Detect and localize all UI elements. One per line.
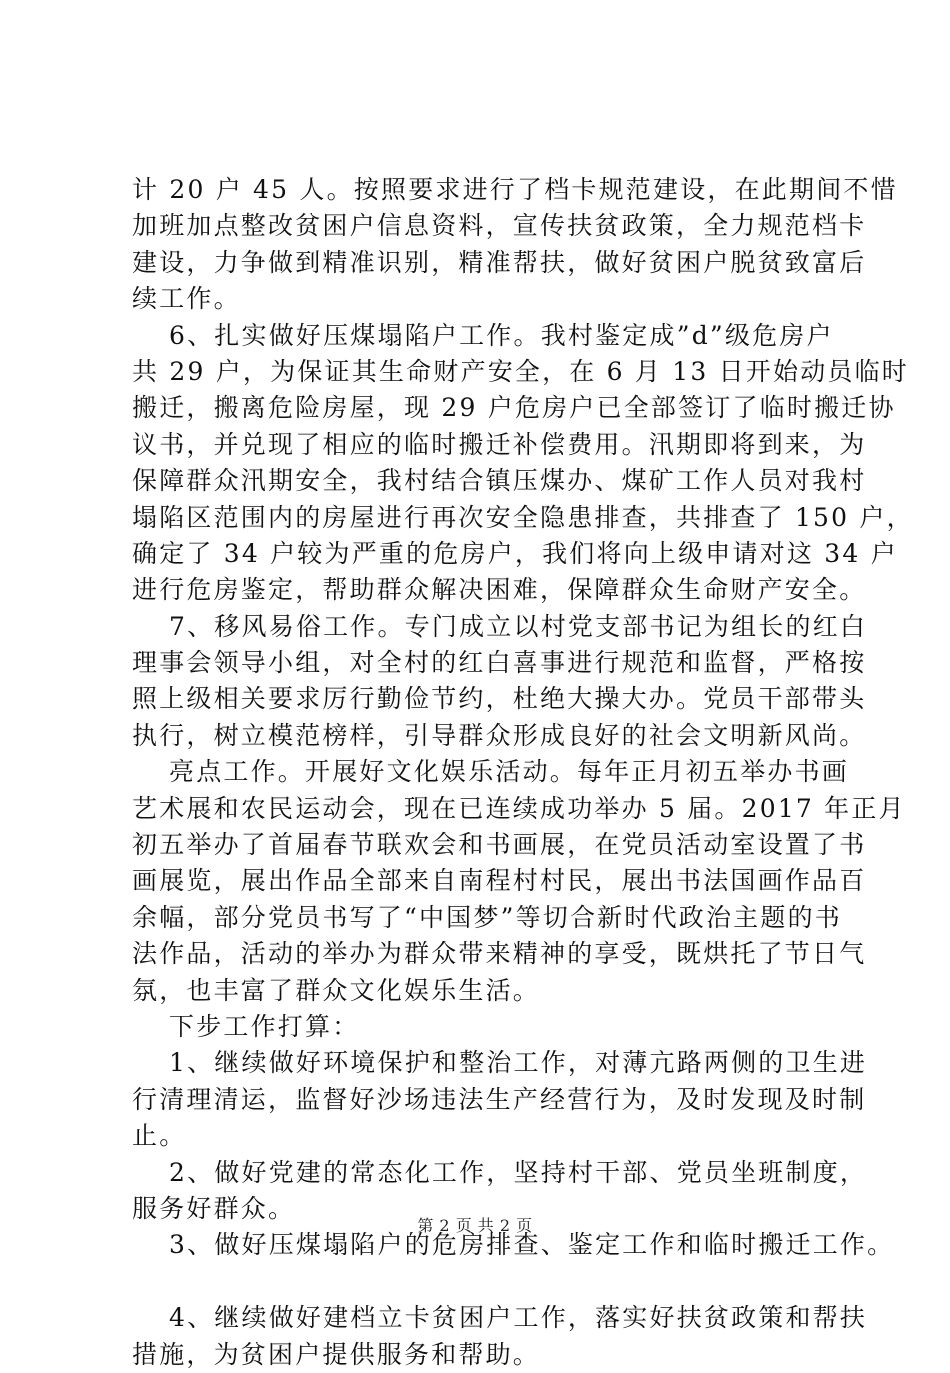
section-heading: 下步工作打算： (169, 1011, 360, 1041)
page-footer: 第 2 页 共 2 页 (417, 1216, 533, 1235)
text-line: 法作品，活动的举办为群众带来精神的享受，既烘托了节日气 (132, 939, 867, 969)
text-line: 计 20 户 45 人。按照要求进行了档卡规范建设，在此期间不惜 (132, 175, 898, 204)
text-line: 搬迁，搬离危险房屋，现 29 户危房户已全部签订了临时搬迁协 (132, 393, 896, 423)
blank-line (132, 1264, 832, 1300)
paragraph-start-line: 亮点工作。开展好文化娱乐活动。每年正月初五举办书画 (169, 757, 850, 787)
text-line: 行清理清运，监督好沙场违法生产经营行为，及时发现及时制 (132, 1084, 867, 1114)
paragraph-start-line: 3、做好压煤塌陷户的危房排查、鉴定工作和临时搬迁工作。 (169, 1230, 895, 1260)
text-line: 加班加点整改贫困户信息资料，宣传扶贫政策，全力规范档卡 (132, 211, 867, 241)
text-line: 照上级相关要求厉行勤俭节约，杜绝大操大办。党员干部带头 (132, 684, 867, 714)
text-line: 执行，树立模范榜样，引导群众形成良好的社会文明新风尚。 (132, 720, 867, 750)
text-line: 建设，力争做到精准识别，精准帮扶，做好贫困户脱贫致富后 (132, 247, 867, 277)
text-line: 议书，并兑现了相应的临时搬迁补偿费用。汛期即将到来，为 (132, 429, 867, 459)
text-line: 保障群众汛期安全，我村结合镇压煤办、煤矿工作人员对我村 (132, 466, 867, 496)
text-line: 理事会领导小组，对全村的红白喜事进行规范和监督，严格按 (132, 648, 867, 678)
paragraph-start-line: 1、继续做好环境保护和整治工作，对薄亢路两侧的卫生进 (169, 1048, 868, 1078)
text-line: 塌陷区范围内的房屋进行再次安全隐患排查，共排查了 150 户， (132, 502, 914, 532)
text-line: 进行危房鉴定，帮助群众解决困难，保障群众生命财产安全。 (132, 575, 867, 605)
text-line: 措施，为贫困户提供服务和帮助。 (132, 1339, 541, 1369)
text-line: 续工作。 (132, 284, 241, 314)
text-line: 画展览，展出作品全部来自南程村村民，展出书法国画作品百 (132, 866, 867, 896)
text-line: 止。 (132, 1121, 187, 1151)
text-line: 服务好群众。 (132, 1193, 296, 1223)
text-line: 氛，也丰富了群众文化娱乐生活。 (132, 975, 541, 1005)
paragraph-start-line: 2、做好党建的常态化工作，坚持村干部、党员坐班制度， (169, 1157, 868, 1187)
document-body (132, 172, 914, 1373)
text-line: 初五举办了首届春节联欢会和书画展，在党员活动室设置了书 (132, 830, 867, 860)
text-line: 余幅，部分党员书写了“中国梦”等切合新时代政治主题的书 (132, 902, 842, 932)
text-line: 艺术展和农民运动会，现在已连续成功举办 5 届。2017 年正月 (132, 793, 906, 823)
paragraph-start-line: 6、扎实做好压煤塌陷户工作。我村鉴定成”d”级危房户 (169, 320, 834, 350)
text-line: 共 29 户，为保证其生命财产安全，在 6 月 13 日开始动员临时 (132, 356, 910, 386)
text-line: 确定了 34 户较为严重的危房户，我们将向上级申请对这 34 户 (132, 538, 898, 568)
paragraph-start-line: 7、移风易俗工作。专门成立以村党支部书记为组长的红白 (169, 611, 868, 641)
paragraph-start-line: 4、继续做好建档立卡贫困户工作，落实好扶贫政策和帮扶 (169, 1303, 868, 1333)
